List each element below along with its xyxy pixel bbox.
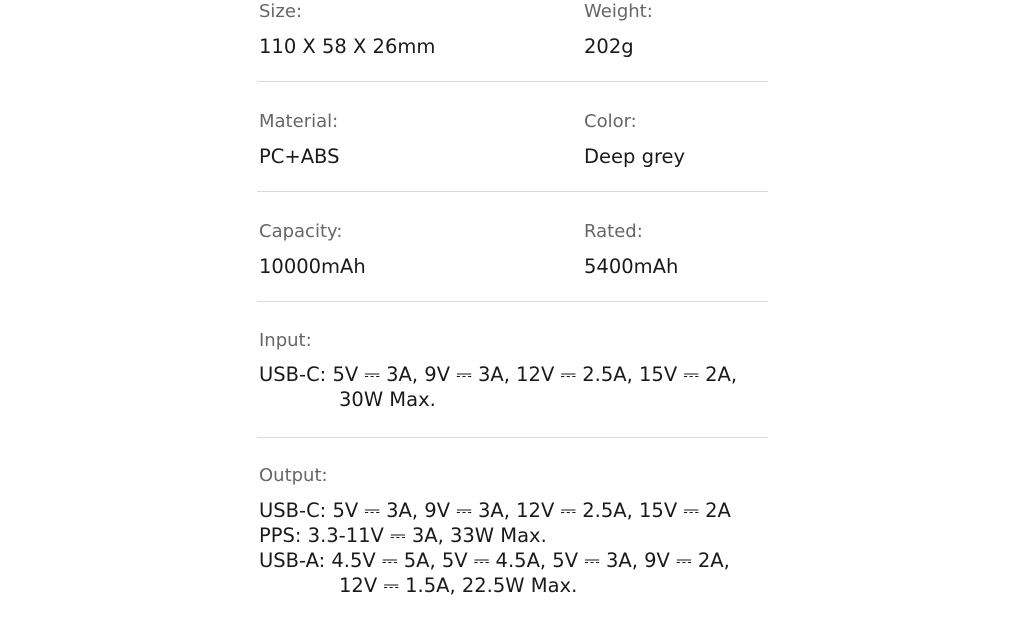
spec-capacity — [257, 192, 582, 301]
spec-value-material: PC+ABS — [259, 145, 340, 168]
spec-value-capacity: 10000mAh — [259, 255, 366, 278]
spec-label-material: Material: — [259, 111, 339, 132]
spec-output — [257, 438, 768, 638]
spec-input-line: 30W Max. — [339, 388, 436, 411]
spec-row-material-color — [257, 82, 768, 192]
spec-label-color: Color: — [584, 111, 637, 132]
spec-color — [582, 82, 768, 191]
spec-label-capacity: Capacity: — [259, 221, 343, 242]
spec-rated — [582, 192, 768, 301]
spec-output-line: 12V ⎓ 1.5A, 22.5W Max. — [339, 574, 578, 597]
spec-output-line: USB-A: 4.5V ⎓ 5A, 5V ⎓ 4.5A, 5V ⎓ 3A, 9V ⎓ 2A, — [259, 549, 730, 572]
spec-value-weight: 202g — [584, 35, 634, 58]
spec-output-line: USB-C: 5V ⎓ 3A, 9V ⎓ 3A, 12V ⎓ 2.5A, 15V ⎓ 2A — [259, 499, 731, 522]
spec-label-rated: Rated: — [584, 221, 643, 242]
spec-sheet — [257, 0, 768, 638]
spec-label-weight: Weight: — [584, 1, 653, 22]
spec-material — [257, 82, 582, 191]
spec-value-rated: 5400mAh — [584, 255, 679, 278]
spec-label-output: Output: — [259, 465, 328, 486]
spec-output-line: PPS: 3.3-11V ⎓ 3A, 33W Max. — [259, 524, 547, 547]
spec-size — [257, 0, 582, 81]
spec-row-input — [257, 302, 768, 438]
spec-input-line: USB-C: 5V ⎓ 3A, 9V ⎓ 3A, 12V ⎓ 2.5A, 15V ⎓ 2A, — [259, 363, 738, 386]
spec-row-size-weight — [257, 0, 768, 82]
spec-value-color: Deep grey — [584, 145, 686, 168]
spec-row-capacity-rated — [257, 192, 768, 302]
spec-output-lines — [259, 498, 768, 598]
spec-weight — [582, 0, 768, 81]
spec-value-size: 110 X 58 X 26mm — [259, 35, 436, 58]
spec-input-lines — [259, 362, 768, 412]
spec-input — [257, 302, 768, 437]
spec-row-output — [257, 438, 768, 638]
spec-label-size: Size: — [259, 1, 303, 22]
spec-label-input: Input: — [259, 330, 312, 351]
